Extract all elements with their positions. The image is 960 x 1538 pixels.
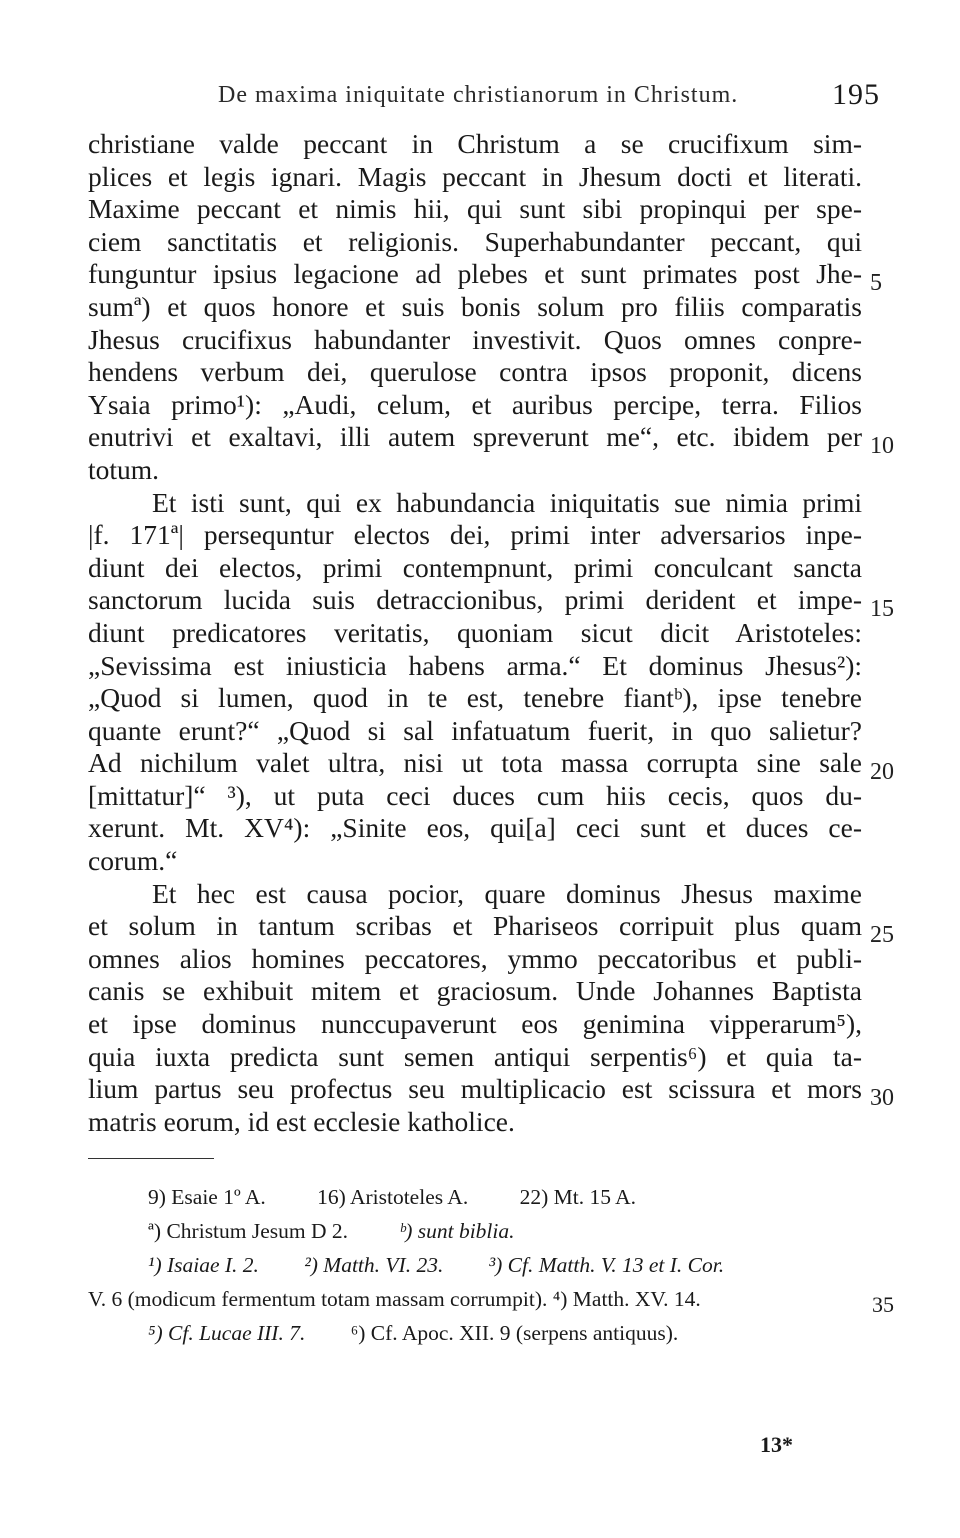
text-line: matris eorum, id est ecclesie katholice.: [88, 1105, 515, 1137]
text-line: Jhesus crucifixus habundanter investivit. Quos omnes conpre-: [88, 323, 862, 355]
source-note: ²) Matth. VI. 23.: [304, 1253, 444, 1277]
running-head-title: De maxima iniquitate christianorum in Christum.: [218, 82, 739, 108]
variant-notes-line: [88, 1180, 888, 1214]
variant-notes-line: [88, 1214, 888, 1248]
text-line: Ad nichilum valet ultra, nisi ut tota massa corrupta sine sale: [88, 747, 862, 779]
source-note: ⁶) Cf. Apoc. XII. 9 (serpens antiquus).: [350, 1321, 679, 1345]
line-number: 20: [870, 759, 894, 785]
text-line: christiane valde peccant in Christum a se crucifixum sim-: [88, 128, 862, 159]
source-note: ¹) Isaiae I. 2.: [148, 1253, 259, 1277]
variant-note: ᵇ) sunt biblia.: [399, 1219, 515, 1243]
text-line: sumª) et quos honore et suis bonis solum pro filiis comparatis: [88, 290, 862, 322]
source-notes-line: [88, 1282, 888, 1316]
text-line: Maxime peccant et nimis hii, qui sunt sibi propinqui per spe-: [88, 193, 862, 225]
line-number: 15: [870, 596, 894, 622]
text-line: diunt predicatores veritatis, quoniam sicut dicit Aristoteles:: [88, 616, 862, 648]
text-line: |f. 171ª| persequntur electos dei, primi inter adversarios inpe-: [88, 519, 862, 551]
text-line: [mittatur]“ ³), ut puta ceci duces cum hiis cecis, quos du-: [88, 779, 862, 811]
line-number: 5: [870, 270, 882, 296]
text-line: „Sevissima est iniusticia habens arma.“ Et dominus Jhesus²):: [88, 649, 862, 681]
source-notes-line: [88, 1316, 888, 1350]
variant-note: 16) Aristoteles A.: [317, 1185, 469, 1209]
source-note: ³) Cf. Matth. V. 13 et I. Cor.: [488, 1253, 725, 1277]
text-line: enutrivi et exaltavi, illi autem spreverunt me“, etc. ibidem per: [88, 421, 862, 453]
variant-note: 9) Esaie 1º A.: [148, 1185, 266, 1209]
text-line: plices et legis ignari. Magis peccant in Jhesum docti et literati.: [88, 160, 862, 192]
text-line: sanctorum lucida suis detraccionibus, primi derident et impe-: [88, 584, 862, 616]
text-line: „Quod si lumen, quod in te est, tenebre fiantᵇ), ipse tenebre: [88, 682, 862, 714]
line-number: 35: [872, 1292, 894, 1317]
text-line: totum.: [88, 453, 160, 485]
text-line: Et isti sunt, qui ex habundancia iniquitatis sue nimia primi: [152, 486, 862, 518]
text-line: et ipse dominus nunccupaverunt eos genimina vipperarum⁵),: [88, 1008, 862, 1040]
text-line: Ysaia primo¹): „Audi, celum, et auribus percipe, terra. Filios: [88, 388, 862, 420]
text-line: xerunt. Mt. XV⁴): „Sinite eos, qui[a] ceci sunt et duces ce-: [88, 812, 862, 844]
variant-note: 22) Mt. 15 A.: [519, 1185, 637, 1209]
text-line: hendens verbum dei, querulose contra ipsos proponit, dicens: [88, 356, 862, 388]
text-line: corum.“: [88, 845, 178, 877]
line-number: 25: [870, 922, 894, 948]
text-line: canis se exhibuit mitem et graciosum. Unde Johannes Baptista: [88, 975, 862, 1007]
main-text: [88, 128, 862, 1138]
page-number: 195: [832, 78, 880, 111]
text-line: lium partus seu profectus seu multiplicacio est scissura et mors: [88, 1073, 862, 1105]
text-line: et solum in tantum scribas et Phariseos corripuit plus quam: [88, 910, 862, 942]
source-notes-line: [88, 1248, 888, 1282]
source-note: V. 6 (modicum fermentum totam massam corrumpit). ⁴) Matth. XV. 14.: [88, 1287, 701, 1311]
signature-mark: 13*: [760, 1432, 793, 1457]
footnote-separator: [88, 1158, 214, 1159]
line-number: 10: [870, 433, 894, 459]
text-line: quante erunt?“ „Quod si sal infatuatum fuerit, in quo salietur?: [88, 714, 862, 746]
text-line: diunt dei electos, primi contempnunt, primi conculcant sancta: [88, 551, 862, 583]
line-number: 30: [870, 1085, 894, 1111]
text-line: ciem sanctitatis et religionis. Superhabundanter peccant, qui: [88, 225, 862, 257]
running-head: [88, 74, 880, 114]
text-line: omnes alios homines peccatores, ymmo peccatoribus et publi-: [88, 942, 862, 974]
text-line: funguntur ipsius legacione ad plebes et sunt primates post Jhe-: [88, 258, 862, 290]
source-note: ⁵) Cf. Lucae III. 7.: [148, 1321, 306, 1345]
text-line: Et hec est causa pocior, quare dominus Jhesus maxime: [152, 877, 862, 909]
text-line: quia iuxta predicta sunt semen antiqui serpentis⁶) et quia ta-: [88, 1040, 862, 1072]
variant-note: ª) Christum Jesum D 2.: [148, 1219, 349, 1243]
footnotes: [88, 1180, 888, 1350]
